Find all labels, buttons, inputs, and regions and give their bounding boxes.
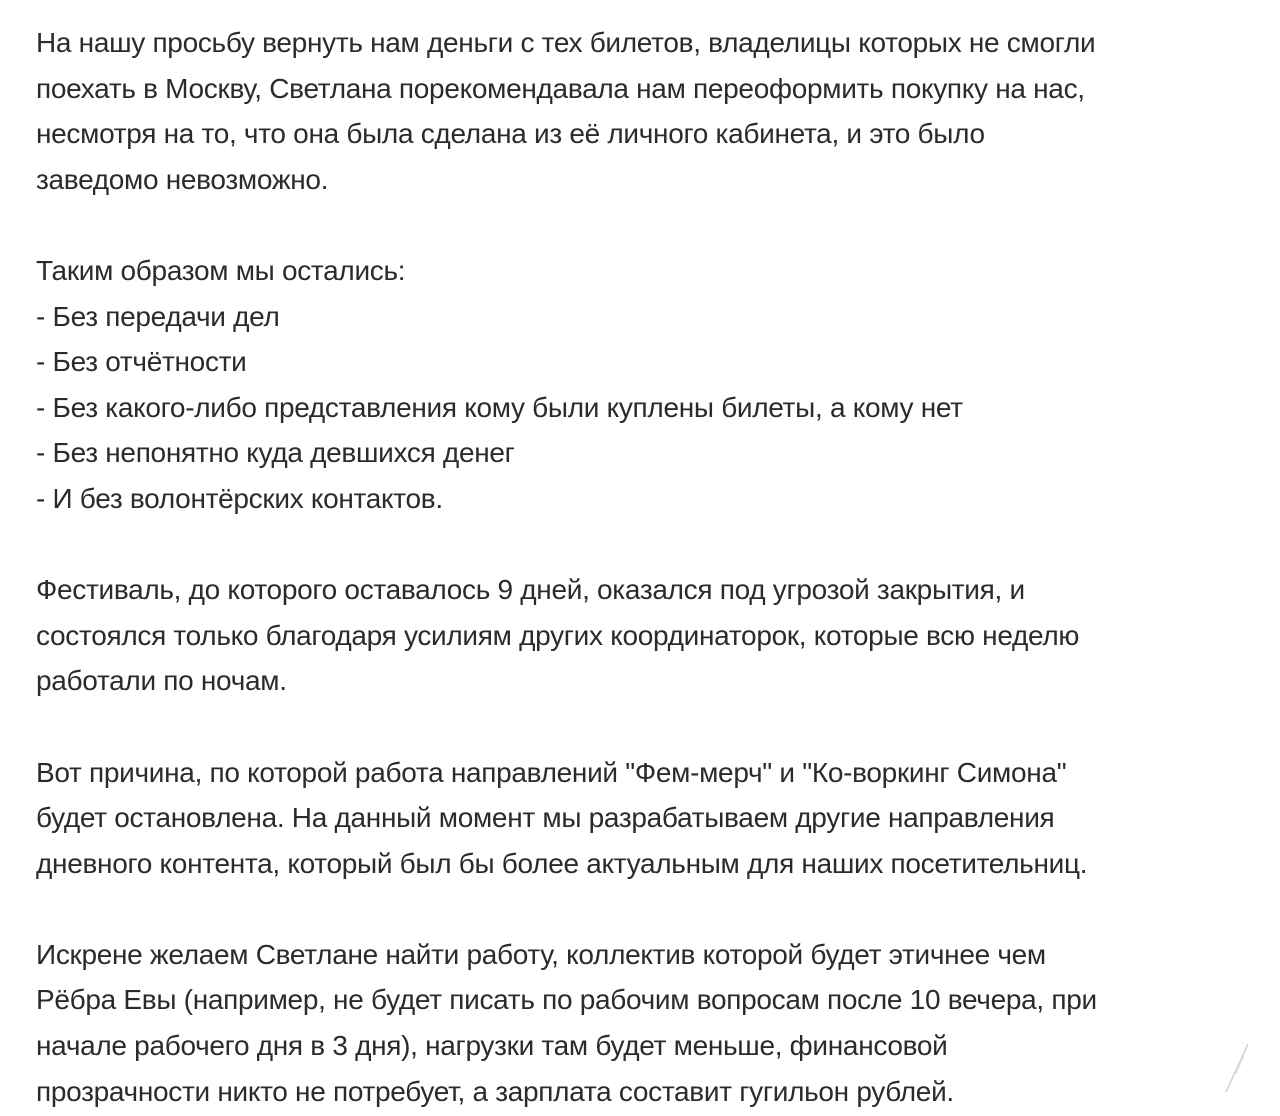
paragraph-4	[36, 750, 1256, 887]
list-item: - Без непонятно куда девшихся денег	[36, 437, 515, 469]
paragraph-1	[36, 20, 1256, 202]
text-line: Вот причина, по которой работа направлений "Фем-мерч" и "Ко-воркинг Симона"	[36, 756, 1067, 788]
text-line: будет остановлена. На данный момент мы разрабатываем другие направления	[36, 802, 1055, 834]
text-line: Рёбра Евы (например, не будет писать по рабочим вопросам после 10 вечера, при	[36, 984, 1097, 1016]
text-line: дневного контента, который был бы более актуальным для наших посетительниц.	[36, 847, 1088, 879]
text-line: заведомо невозможно.	[36, 163, 329, 195]
paragraph-2	[36, 248, 1256, 522]
list-item: - И без волонтёрских контактов.	[36, 482, 443, 514]
watermark-slash-icon	[1222, 1038, 1252, 1098]
text-line: состоялся только благодаря усилиям других координаторок, которые всю неделю	[36, 619, 1080, 651]
text-line: Фестиваль, до которого оставалось 9 дней, оказался под угрозой закрытия, и	[36, 574, 1025, 606]
paragraph-gap	[36, 704, 1256, 750]
list-item: - Без какого-либо представления кому были куплены билеты, а кому нет	[36, 391, 963, 423]
paragraph-gap	[36, 522, 1256, 568]
text-line: несмотря на то, что она была сделана из её личного кабинета, и это было	[36, 118, 985, 150]
text-line: Таким образом мы остались:	[36, 254, 406, 286]
paragraph-3	[36, 567, 1256, 704]
paragraph-gap	[36, 886, 1256, 932]
paragraph-5	[36, 932, 1256, 1114]
text-line: работали по ночам.	[36, 665, 287, 697]
text-line: поехать в Москву, Светлана порекомендавала нам переоформить покупку на нас,	[36, 72, 1085, 104]
list-item: - Без отчётности	[36, 346, 247, 378]
text-line: Искрене желаем Светлане найти работу, коллектив которой будет этичнее чем	[36, 938, 1046, 970]
text-line: начале рабочего дня в 3 дня), нагрузки там будет меньше, финансовой	[36, 1030, 948, 1062]
document-body	[36, 20, 1256, 1114]
paragraph-gap	[36, 202, 1256, 248]
text-line: На нашу просьбу вернуть нам деньги с тех билетов, владелицы которых не смогли	[36, 27, 1096, 58]
text-line: прозрачности никто не потребует, а зарплата составит гугильон рублей.	[36, 1075, 954, 1107]
list-item: - Без передачи дел	[36, 300, 280, 332]
